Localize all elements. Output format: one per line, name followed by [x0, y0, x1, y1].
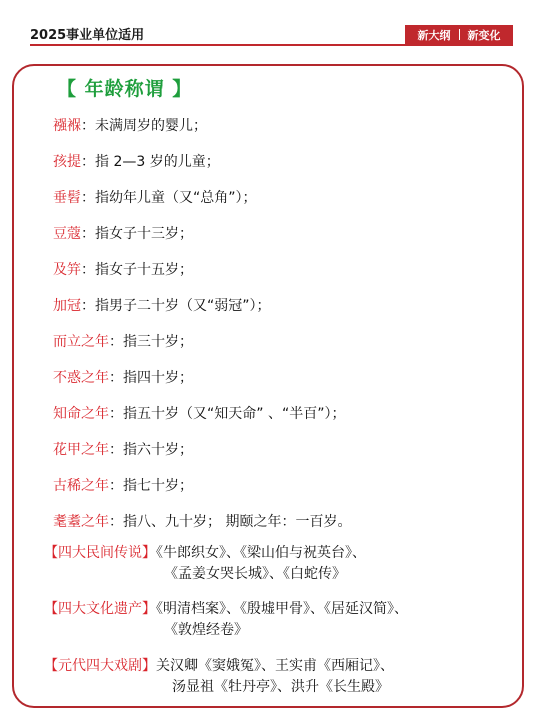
term-row — [53, 224, 193, 244]
term-row — [53, 152, 220, 172]
term-row — [53, 440, 193, 460]
term-label: 豆蔻 — [53, 226, 81, 242]
term-label: 襁褓 — [53, 118, 81, 134]
term-label: 不惑之年 — [53, 370, 109, 386]
header-badge — [405, 25, 513, 44]
category-items-line2: 汤显祖《牡丹亭》、洪升《长生殿》 — [172, 679, 389, 695]
term-description: ：指女子十五岁； — [81, 262, 193, 278]
term-description: ：指五十岁（又“知天命” 、“半百”）； — [109, 406, 346, 422]
term-label: 花甲之年 — [53, 442, 109, 458]
term-label: 而立之年 — [53, 334, 109, 350]
term-description: ：指男子二十岁（又“弱冠”）； — [81, 298, 271, 314]
category-items-line1: 《明清档案》、《殷墟甲骨》、《居延汉简》、 — [156, 601, 408, 617]
term-row — [53, 116, 207, 136]
term-description: ：指女子十三岁； — [81, 226, 193, 242]
term-label: 古稀之年 — [53, 478, 109, 494]
section-title: 【 年龄称谓 】 — [57, 78, 193, 100]
category-items-line2: 《孟姜女哭长城》、《白蛇传》 — [164, 566, 346, 582]
category-label: 【四大民间传说】 — [44, 545, 156, 561]
category-block — [44, 543, 366, 585]
term-description: ：指三十岁； — [109, 334, 193, 350]
term-row — [53, 188, 257, 208]
term-label: 及笄 — [53, 262, 81, 278]
category-items-line1: 《牛郎织女》、《梁山伯与祝英台》、 — [156, 545, 366, 561]
badge-separator — [459, 29, 460, 40]
term-row — [53, 512, 351, 532]
term-label: 加冠 — [53, 298, 81, 314]
term-description: ：指七十岁； — [109, 478, 193, 494]
term-label: 耄耋之年 — [53, 514, 109, 530]
term-description: ：未满周岁的婴儿； — [81, 118, 207, 134]
term-description: ：指幼年儿童（又“总角”）； — [81, 190, 257, 206]
term-row — [53, 296, 271, 316]
term-label: 垂髫 — [53, 190, 81, 206]
term-label: 知命之年 — [53, 406, 109, 422]
term-description: ：指六十岁； — [109, 442, 193, 458]
term-description: ：指八、九十岁； 期颐之年：一百岁。 — [109, 514, 352, 530]
category-block — [44, 599, 408, 641]
term-description: ：指 2—3 岁的儿童； — [81, 154, 220, 170]
badge-new-changes: 新变化 — [467, 28, 501, 42]
term-row — [53, 368, 193, 388]
category-label: 【四大文化遗产】 — [44, 601, 156, 617]
badge-new-syllabus: 新大纲 — [417, 28, 451, 42]
term-row — [53, 332, 193, 352]
term-row — [53, 476, 193, 496]
term-description: ：指四十岁； — [109, 370, 193, 386]
term-label: 孩提 — [53, 154, 81, 170]
page-header — [0, 0, 540, 48]
term-row — [53, 260, 193, 280]
category-block — [44, 656, 394, 698]
header-title: 2025事业单位适用 — [30, 28, 145, 43]
term-row — [53, 404, 345, 424]
category-items-line2: 《敦煌经卷》 — [164, 622, 248, 638]
category-items-line1: 关汉卿《窦娥冤》、王实甫《西厢记》、 — [156, 658, 394, 674]
category-label: 【元代四大戏剧】 — [44, 658, 156, 674]
header-divider — [30, 44, 513, 46]
